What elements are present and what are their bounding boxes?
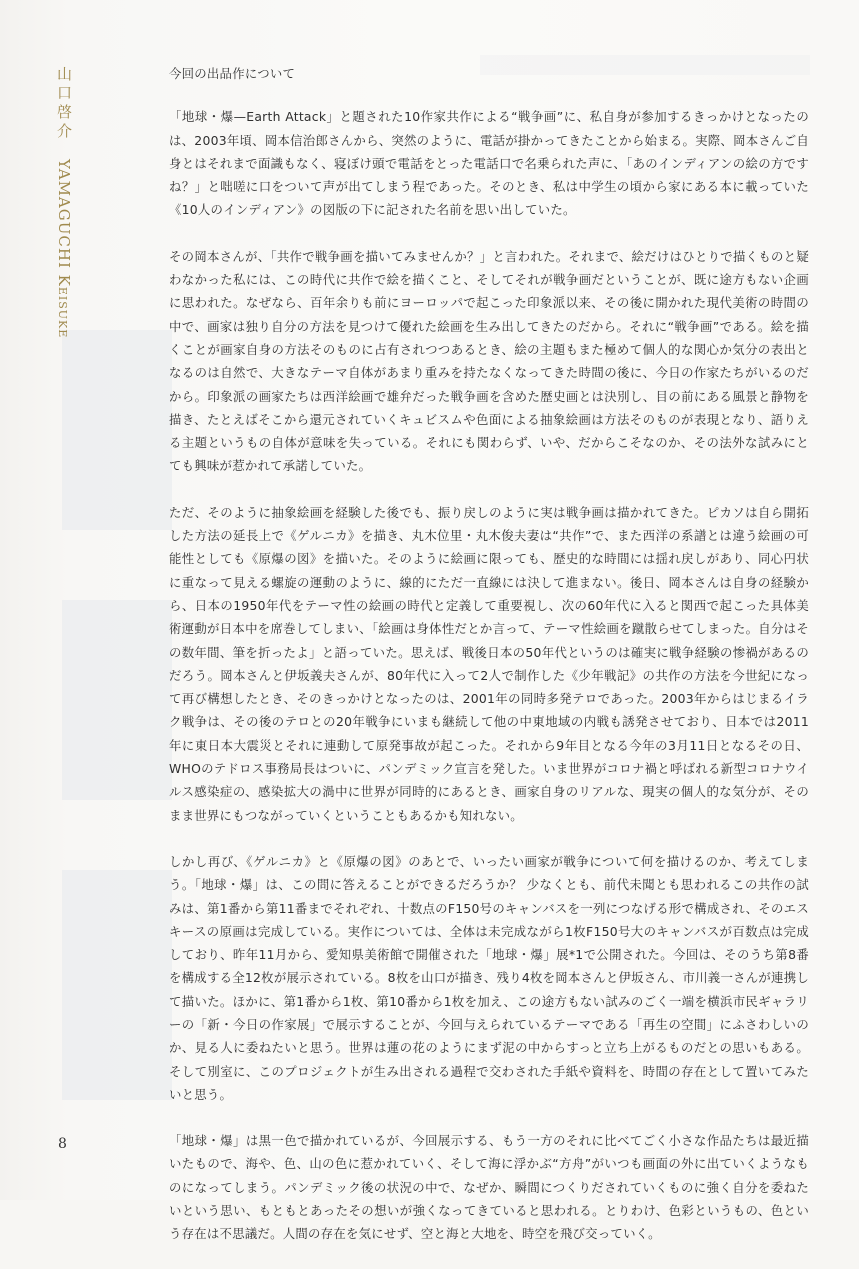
article-body <box>169 62 809 1269</box>
show-through-image <box>62 600 172 800</box>
author-byline <box>54 66 75 338</box>
show-through-image <box>62 330 172 530</box>
page-number: 8 <box>58 1136 67 1152</box>
author-name-en: YAMAGUCHI Keisuke <box>55 159 73 339</box>
paragraph: ただ、そのように抽象絵画を経験した後でも、振り戻しのように実は戦争画は描かれてきた。ピカソは自ら開拓した方法の延長上で《ゲルニカ》を描き、丸木位里・丸木俊夫妻は“共作”で、また西洋の系譜とは違う絵画の可能性としても《原爆の図》を描いた。そのように絵画に限っても、歴史的な時間には揺れ戻しがあり、同心円状に重なって見える螺旋の運動のように、線的にただ一直線には決して進まない。後日、岡本さんは自身の経験から、日本の1950年代をテーマ性の絵画の時代と定義して重要視し、次の60年代に入ると関西で起こった具体美術運動が日本中を席巻してしまい、「絵画は身体性だとか言って、テーマ性絵画を蹴散らせてしまった。自分はその数年間、筆を折ったよ」と語っていた。思えば、戦後日本の50年代というのは確実に戦争経験の惨禍があるのだろう。岡本さんと伊坂義夫さんが、80年代に入って2人で制作した《少年戦記》の共作の方法を今世紀になって再び構想したとき、そのきっかけとなったのは、2001年の同時多発テロであった。2003年からはじまるイラク戦争は、その後のテロとの20年戦争にいまも継続して他の中東地域の内戦も誘発させており、日本では2011年に東日本大震災とそれに連動して原発事故が起こった。それから9年目となる今年の3月11日となるその日、WHOのテドロス事務局長はついに、パンデミック宣言を発した。いま世界がコロナ禍と呼ばれる新型コロナウイルス感染症の、感染拡大の渦中に世界が同時的にあるとき、画家自身のリアルな、現実の個人的な気分が、そのまま世界にもつながっていくということもあるかも知れない。 <box>169 504 809 823</box>
section-heading: 今回の出品作について <box>169 66 296 81</box>
paragraph: 「地球・爆—Earth Attack」と題された10作家共作による“戦争画”に、私自身が参加するきっかけとなったのは、2003年頃、岡本信治郎さんから、突然のように、電話が掛かってきたことから始まる。実際、岡本さんご自身とはそれまで面識もなく、寝ぼけ頭で電話をとった電話口で名乗られた声に、「あのインディアンの絵の方ですね？」と咄嗟に口をついて声が出てしまう程であった。そのとき、私は中学生の頃から家にある本に載っていた《10人のインディアン》の図版の下に記された名前を思い出していた。 <box>169 109 809 218</box>
show-through-image <box>62 870 172 1100</box>
paragraph: その岡本さんが、「共作で戦争画を描いてみませんか？」と言われた。それまで、絵だけはひとりで描くものと疑わなかった私には、この時代に共作で絵を描くこと、そしてそれが戦争画だということが、既に途方もない企画に思われた。なぜなら、百年余りも前にヨーロッパで起こった印象派以来、その後に開かれた現代美術の時間の中で、画家は独り自分の方法を見つけて優れた絵画を生み出してきたのだから。それに“戦争画”である。絵を描くことが画家自身の方法そのものに占有されつつあるとき、絵の主題もまた極めて個人的な関心か気分の表出となるのは自然で、大きなテーマ自体があまり重みを持たなくなってきた時間の後に、今日の作家たちがいるのだから。印象派の画家たちは西洋絵画で雄弁だった戦争画を含めた歴史画とは決別し、目の前にある風景と静物を描き、たとえばそこから還元されていくキュビスムや色面による抽象絵画は方法そのものが表現となり、語りえる主題というもの自体が意味を失っている。それにも関わらず、いや、だからこそなのか、その法外な試みにとても興味が惹かれて承諾していた。 <box>169 248 809 474</box>
paragraph: しかし再び、《ゲルニカ》と《原爆の図》のあとで、いったい画家が戦争について何を描けるのか、考えてしまう。「地球・爆」は、この問に答えることができるだろうか？ 少なくとも、前代未聞とも思われるこの共作の試みは、第1番から第11番までそれぞれ、十数点のF150号のキャンバスを一列につなげる形で構成され、そのエスキースの原画は完成している。実作については、全体は未完成ながら1枚F150号大のキャンバスが百数点は完成しており、昨年11月から、愛知県美術館で開催された「地球・爆」展*1で公開された。今回は、そのうち第8番を構成する全12枚が展示されている。8枚を山口が描き、残り4枚を岡本さんと伊坂さん、市川義一さんが連携して描いた。ほかに、第1番から1枚、第10番から1枚を加え、この途方もない試みのごく一端を横浜市民ギャラリーの「新・今日の作家展」で展示することが、今回与えられているテーマである「再生の空間」にふさわしいのか、見る人に委ねたいと思う。世界は蓮の花のようにまず泥の中からすっと立ち上がるものだとの思いもある。そして別室に、このプロジェクトが生み出される過程で交わされた手紙や資料を、時間の存在として置いてみたいと思う。 <box>169 853 809 1102</box>
paragraph: 「地球・爆」は黒一色で描かれているが、今回展示する、もう一方のそれに比べてごく小さな作品たちは最近描いたもので、海や、色、山の色に惹かれていく、そして海に浮かぶ“方舟”がいつも画面の外に出ていくようなものになってしまう。パンデミック後の状況の中で、なぜか、瞬間につくりだされていくものに強く自分を委ねたいという思い、もともとあったその想いが強くなってきていると思われる。とりわけ、色彩というもの、色という存在は不思議だ。人間の存在を気にせず、空と海と大地を、時空を飛び交っていく。 <box>169 1133 809 1242</box>
author-name-jp: 山口啓介 <box>55 66 73 142</box>
